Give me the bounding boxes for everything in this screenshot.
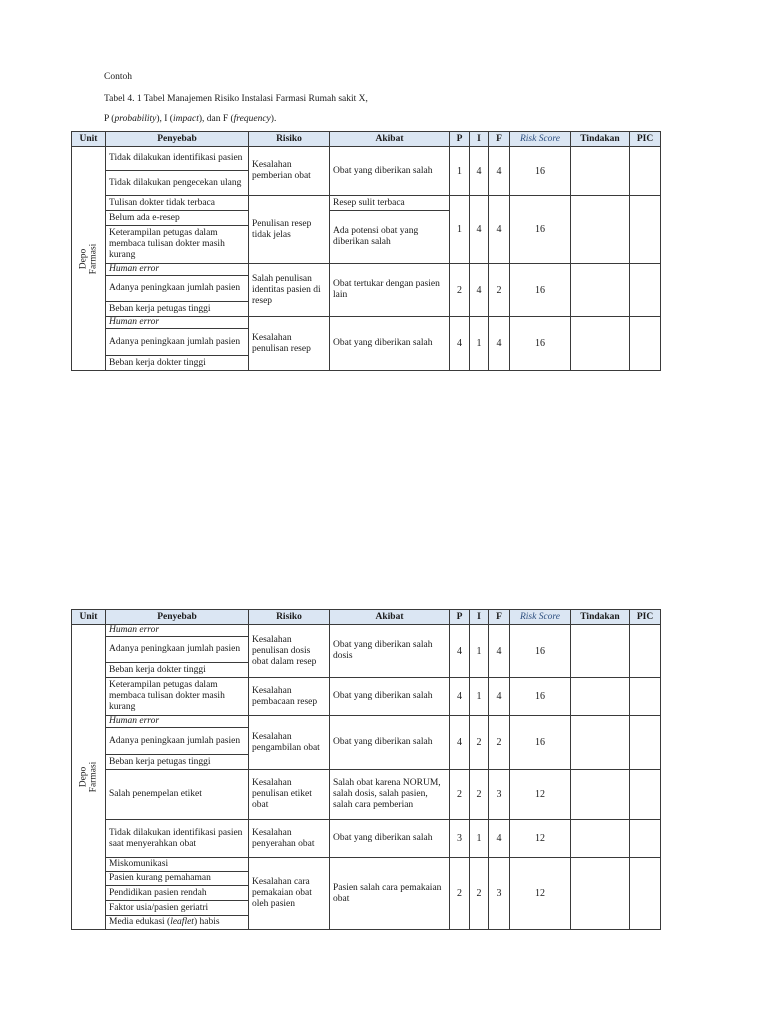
i-value: 1: [469, 316, 489, 371]
i-value: 1: [469, 624, 489, 678]
header-unit: Unit: [71, 609, 106, 625]
i-value: 2: [469, 715, 489, 770]
tindakan-cell: [570, 146, 630, 196]
risiko-cell: Kesalahan pengambilan obat: [248, 715, 330, 770]
f-value: 4: [488, 195, 510, 264]
i-value: 2: [469, 769, 489, 820]
tindakan-cell: [570, 316, 630, 371]
unit-cell: [71, 624, 106, 930]
pic-cell: [629, 769, 661, 820]
header-akibat: Akibat: [329, 131, 450, 147]
f-value: 4: [488, 819, 510, 858]
header-i: I: [469, 609, 489, 625]
header-risiko: Risiko: [248, 131, 330, 147]
header-pic: PIC: [629, 131, 661, 147]
risiko-cell: Kesalahan pembacaan resep: [248, 677, 330, 716]
risiko-cell: Kesalahan cara pemakaian obat oleh pasien: [248, 857, 330, 930]
risk-score-value: 16: [509, 316, 571, 371]
f-value: 4: [488, 677, 510, 716]
header-i: I: [469, 131, 489, 147]
i-value: 2: [469, 857, 489, 930]
penyebab-cell: Tidak dilakukan pengecekan ulang: [105, 170, 249, 196]
p-value: 4: [449, 677, 470, 716]
akibat-cell: Obat yang diberikan salah: [329, 677, 450, 716]
penyebab-cell: Adanya peningkaan jumlah pasien: [105, 636, 249, 663]
akibat-cell: Obat yang diberikan salah: [329, 316, 450, 371]
penyebab-cell: Belum ada e-resep: [105, 210, 249, 226]
risk-score-value: 16: [509, 195, 571, 264]
p-value: 2: [449, 857, 470, 930]
i-value: 1: [469, 677, 489, 716]
unit-label: Depo Farmasi: [78, 243, 99, 274]
header-penyebab: Penyebab: [105, 131, 249, 147]
risk-score-value: 16: [509, 715, 571, 770]
caption-example: Contoh: [104, 72, 132, 82]
akibat-cell: Salah obat karena NORUM, salah dosis, salah pasien, salah cara pemberian: [329, 769, 450, 820]
risiko-cell: Penulisan resep tidak jelas: [248, 195, 330, 264]
p-value: 3: [449, 819, 470, 858]
p-value: 2: [449, 769, 470, 820]
penyebab-cell: Adanya peningkaan jumlah pasien: [105, 727, 249, 755]
pic-cell: [629, 624, 661, 678]
penyebab-cell: Keterampilan petugas dalam membaca tulisan dokter masih kurang: [105, 677, 249, 716]
penyebab-cell: Keterampilan petugas dalam membaca tulisan dokter masih kurang: [105, 225, 249, 264]
p-value: 4: [449, 316, 470, 371]
header-tindakan: Tindakan: [570, 131, 630, 147]
tindakan-cell: [570, 819, 630, 858]
risk-score-value: 16: [509, 146, 571, 196]
tindakan-cell: [570, 195, 630, 264]
header-risiko: Risiko: [248, 609, 330, 625]
akibat-cell: Obat yang diberikan salah dosis: [329, 624, 450, 678]
risiko-cell: Kesalahan penulisan dosis obat dalam resep: [248, 624, 330, 678]
risk-score-value: 16: [509, 624, 571, 678]
i-value: 4: [469, 195, 489, 264]
pic-cell: [629, 677, 661, 716]
tindakan-cell: [570, 769, 630, 820]
penyebab-cell: Media edukasi ( leaflet ) habis: [105, 915, 249, 930]
penyebab-cell: Human error: [105, 624, 249, 637]
penyebab-cell: Pendidikan pasien rendah: [105, 885, 249, 901]
f-value: 2: [488, 263, 510, 317]
penyebab-cell: Faktor usia/pasien geriatri: [105, 900, 249, 916]
f-value: 2: [488, 715, 510, 770]
akibat-cell: Ada potensi obat yang diberikan salah: [329, 210, 450, 264]
penyebab-cell: Adanya peningkaan jumlah pasien: [105, 328, 249, 356]
pic-cell: [629, 819, 661, 858]
header-tindakan: Tindakan: [570, 609, 630, 625]
pic-cell: [629, 146, 661, 196]
risiko-cell: Salah penulisan identitas pasien di resep: [248, 263, 330, 317]
p-value: 2: [449, 263, 470, 317]
f-value: 4: [488, 146, 510, 196]
akibat-cell: Resep sulit terbaca: [329, 195, 450, 211]
i-value: 4: [469, 263, 489, 317]
penyebab-cell: Beban kerja petugas tinggi: [105, 754, 249, 770]
akibat-cell: Obat yang diberikan salah: [329, 819, 450, 858]
penyebab-cell: Pasien kurang pemahaman: [105, 871, 249, 886]
penyebab-cell: Beban kerja dokter tinggi: [105, 355, 249, 371]
pic-cell: [629, 195, 661, 264]
f-value: 3: [488, 769, 510, 820]
caption-legend: P (probability), I (impact), dan F (frequency).: [104, 114, 277, 124]
penyebab-cell: Human error: [105, 263, 249, 276]
penyebab-cell: Tidak dilakukan identifikasi pasien: [105, 146, 249, 171]
header-p: P: [449, 609, 470, 625]
akibat-cell: Obat yang diberikan salah: [329, 146, 450, 196]
akibat-cell: Obat yang diberikan salah: [329, 715, 450, 770]
unit-label: Depo Farmasi: [78, 761, 99, 793]
penyebab-cell: Beban kerja petugas tinggi: [105, 301, 249, 317]
f-value: 4: [488, 624, 510, 678]
tindakan-cell: [570, 624, 630, 678]
penyebab-cell: Human error: [105, 715, 249, 728]
pic-cell: [629, 316, 661, 371]
tindakan-cell: [570, 677, 630, 716]
f-value: 3: [488, 857, 510, 930]
risiko-cell: Kesalahan penyerahan obat: [248, 819, 330, 858]
pic-cell: [629, 857, 661, 930]
f-value: 4: [488, 316, 510, 371]
penyebab-cell: Tidak dilakukan identifikasi pasien saat menyerahkan obat: [105, 819, 249, 858]
header-risk-score: Risk Score: [509, 609, 571, 625]
i-value: 1: [469, 819, 489, 858]
header-penyebab: Penyebab: [105, 609, 249, 625]
pic-cell: [629, 715, 661, 770]
risk-score-value: 16: [509, 263, 571, 317]
p-value: 1: [449, 195, 470, 264]
akibat-cell: Pasien salah cara pemakaian obat: [329, 857, 450, 930]
header-f: F: [488, 131, 510, 147]
tindakan-cell: [570, 263, 630, 317]
risk-score-value: 16: [509, 677, 571, 716]
penyebab-cell: Miskomunikasi: [105, 857, 249, 872]
risk-score-value: 12: [509, 857, 571, 930]
penyebab-cell: Adanya peningkaan jumlah pasien: [105, 275, 249, 302]
akibat-cell: Obat tertukar dengan pasien lain: [329, 263, 450, 317]
header-f: F: [488, 609, 510, 625]
risk-score-value: 12: [509, 769, 571, 820]
header-akibat: Akibat: [329, 609, 450, 625]
header-p: P: [449, 131, 470, 147]
header-pic: PIC: [629, 609, 661, 625]
pic-cell: [629, 263, 661, 317]
risiko-cell: Kesalahan penulisan etiket obat: [248, 769, 330, 820]
tindakan-cell: [570, 857, 630, 930]
p-value: 4: [449, 715, 470, 770]
unit-cell: [71, 146, 106, 371]
penyebab-cell: Salah penempelan etiket: [105, 769, 249, 820]
table-caption: Tabel 4. 1 Tabel Manajemen Risiko Instalasi Farmasi Rumah sakit X,: [104, 94, 368, 104]
risiko-cell: Kesalahan penulisan resep: [248, 316, 330, 371]
i-value: 4: [469, 146, 489, 196]
p-value: 4: [449, 624, 470, 678]
risiko-cell: Kesalahan pemberian obat: [248, 146, 330, 196]
header-unit: Unit: [71, 131, 106, 147]
penyebab-cell: Human error: [105, 316, 249, 329]
tindakan-cell: [570, 715, 630, 770]
penyebab-cell: Beban kerja dokter tinggi: [105, 662, 249, 678]
header-risk-score: Risk Score: [509, 131, 571, 147]
penyebab-cell: Tulisan dokter tidak terbaca: [105, 195, 249, 211]
risk-score-value: 12: [509, 819, 571, 858]
p-value: 1: [449, 146, 470, 196]
